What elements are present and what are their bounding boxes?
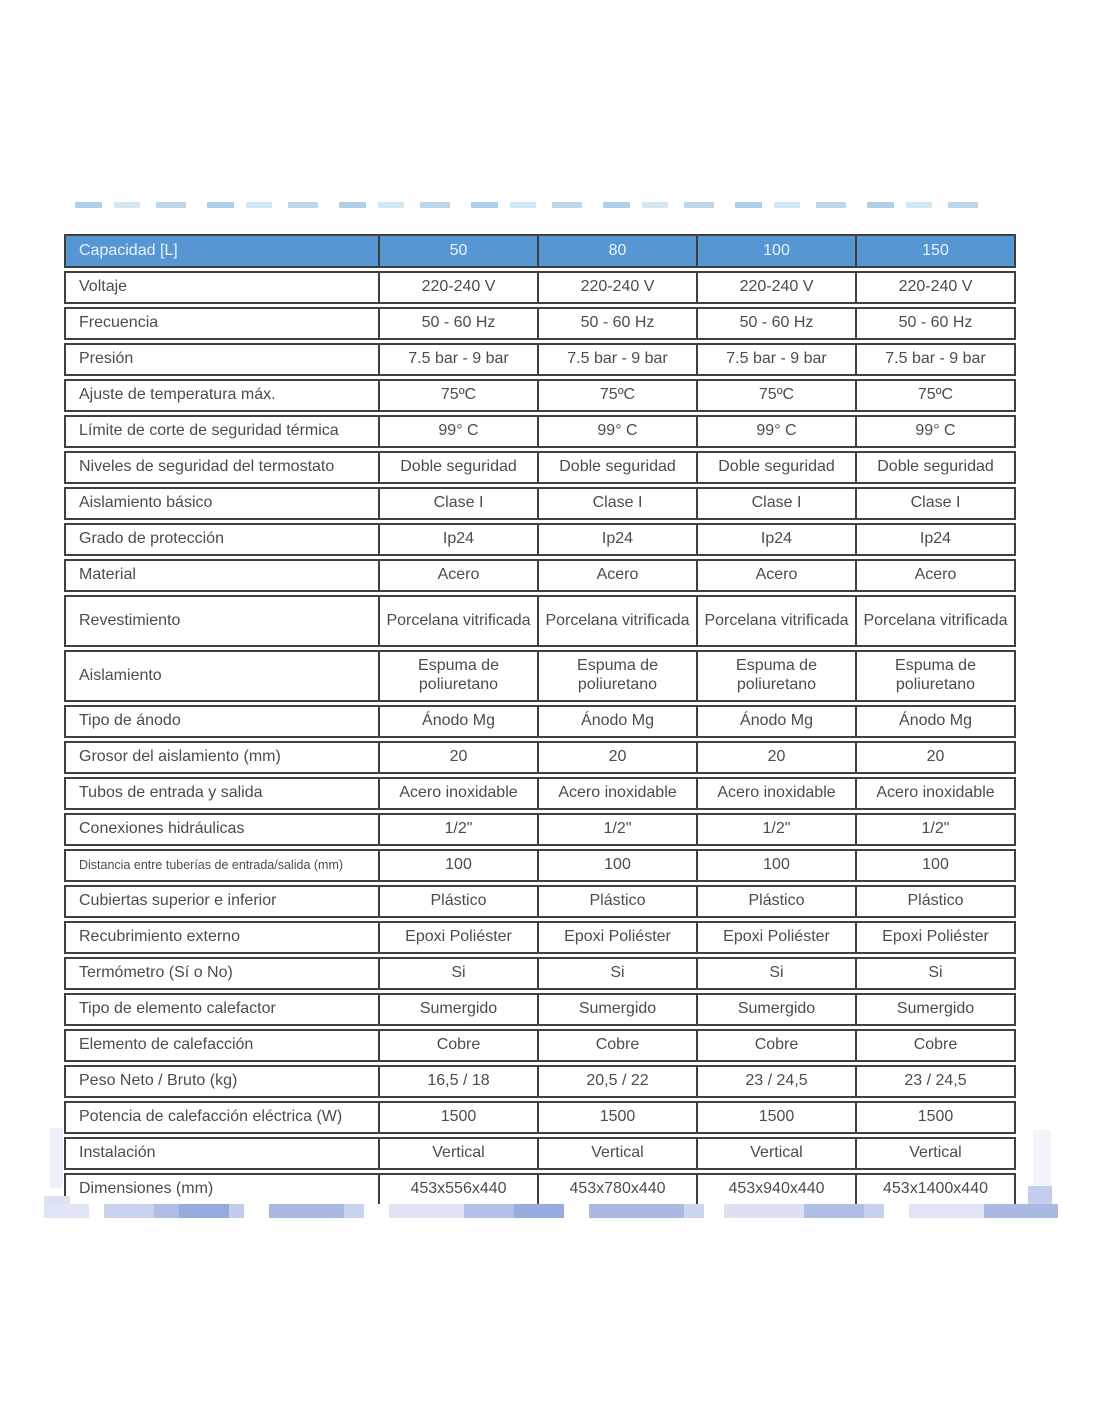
row-value: 100 — [537, 851, 696, 880]
row-value: Porcelana vitrificada — [378, 597, 537, 645]
row-value: 220-240 V — [378, 273, 537, 302]
table-row — [64, 777, 1016, 810]
header-col-80: 80 — [537, 236, 696, 266]
row-value: Ip24 — [537, 525, 696, 554]
row-value: Epoxi Poliéster — [696, 923, 855, 952]
row-value: 16,5 / 18 — [378, 1067, 537, 1096]
row-label: Frecuencia — [79, 314, 159, 332]
row-value: Ánodo Mg — [378, 707, 537, 736]
table-row — [64, 1029, 1016, 1062]
watermark-mosaic-strip — [44, 1204, 1058, 1218]
row-value: Epoxi Poliéster — [855, 923, 1014, 952]
row-value: 99° C — [696, 417, 855, 446]
row-value: Epoxi Poliéster — [378, 923, 537, 952]
table-row — [64, 595, 1016, 647]
row-value: 7.5 bar - 9 bar — [855, 345, 1014, 374]
row-value: Acero — [696, 561, 855, 590]
row-value: 75ºC — [696, 381, 855, 410]
row-value: Vertical — [378, 1139, 537, 1168]
row-value: 99° C — [537, 417, 696, 446]
row-label: Tubos de entrada y salida — [79, 784, 263, 802]
row-value: 50 - 60 Hz — [696, 309, 855, 338]
row-value: Sumergido — [537, 995, 696, 1024]
row-value: Plástico — [378, 887, 537, 916]
table-header-row — [64, 234, 1016, 268]
row-value: Sumergido — [696, 995, 855, 1024]
row-value: Ip24 — [378, 525, 537, 554]
row-label: Termómetro (Sí o No) — [79, 964, 233, 982]
row-value: 50 - 60 Hz — [537, 309, 696, 338]
row-value: 7.5 bar - 9 bar — [696, 345, 855, 374]
table-row — [64, 993, 1016, 1026]
row-label: Revestimiento — [79, 611, 181, 629]
row-label: Conexiones hidráulicas — [79, 820, 245, 838]
row-value: 1500 — [855, 1103, 1014, 1132]
row-value: Ánodo Mg — [537, 707, 696, 736]
row-value: Si — [537, 959, 696, 988]
row-value: 20 — [855, 743, 1014, 772]
row-label: Tipo de elemento calefactor — [79, 1000, 276, 1018]
table-row — [64, 1173, 1016, 1206]
row-value: 75ºC — [855, 381, 1014, 410]
row-value: 1/2" — [537, 815, 696, 844]
row-value: Doble seguridad — [378, 453, 537, 482]
row-label: Ajuste de temperatura máx. — [79, 386, 276, 404]
row-value: Ánodo Mg — [855, 707, 1014, 736]
row-value: Vertical — [696, 1139, 855, 1168]
row-value: Cobre — [537, 1031, 696, 1060]
table-row — [64, 1101, 1016, 1134]
spec-table — [64, 234, 1016, 1209]
row-label: Grosor del aislamiento (mm) — [79, 748, 281, 766]
row-value: 453x780x440 — [537, 1175, 696, 1204]
row-value: Clase I — [696, 489, 855, 518]
row-value: Espuma de poliuretano — [696, 652, 855, 700]
row-value: Acero inoxidable — [537, 779, 696, 808]
row-value: Espuma de poliuretano — [537, 652, 696, 700]
table-row — [64, 451, 1016, 484]
row-value: Porcelana vitrificada — [855, 597, 1014, 645]
row-value: Ánodo Mg — [696, 707, 855, 736]
row-value: Acero — [855, 561, 1014, 590]
row-value: Doble seguridad — [537, 453, 696, 482]
row-label: Instalación — [79, 1144, 156, 1162]
row-value: Clase I — [378, 489, 537, 518]
row-value: 99° C — [855, 417, 1014, 446]
table-row — [64, 741, 1016, 774]
row-value: 220-240 V — [696, 273, 855, 302]
row-value: Si — [378, 959, 537, 988]
table-row — [64, 379, 1016, 412]
row-value: Ip24 — [855, 525, 1014, 554]
row-value: Espuma de poliuretano — [855, 652, 1014, 700]
row-value: Plástico — [855, 887, 1014, 916]
row-value: 100 — [855, 851, 1014, 880]
table-row — [64, 1065, 1016, 1098]
row-label: Material — [79, 566, 136, 584]
row-label: Dimensiones (mm) — [79, 1180, 214, 1198]
row-label: Límite de corte de seguridad térmica — [79, 422, 339, 440]
row-value: 75ºC — [378, 381, 537, 410]
row-value: 7.5 bar - 9 bar — [537, 345, 696, 374]
table-row — [64, 813, 1016, 846]
row-label: Recubrimiento externo — [79, 928, 240, 946]
row-value: Plástico — [537, 887, 696, 916]
row-value: Ip24 — [696, 525, 855, 554]
row-value: Si — [855, 959, 1014, 988]
row-value: 23 / 24,5 — [696, 1067, 855, 1096]
row-value: 20 — [378, 743, 537, 772]
row-value: 1500 — [378, 1103, 537, 1132]
row-value: Porcelana vitrificada — [537, 597, 696, 645]
row-value: Si — [696, 959, 855, 988]
row-label: Elemento de calefacción — [79, 1036, 254, 1054]
row-value: Sumergido — [855, 995, 1014, 1024]
table-row — [64, 487, 1016, 520]
row-value: 1500 — [537, 1103, 696, 1132]
table-row — [64, 849, 1016, 882]
header-col-100: 100 — [696, 236, 855, 266]
row-value: 50 - 60 Hz — [855, 309, 1014, 338]
table-row — [64, 271, 1016, 304]
row-value: 50 - 60 Hz — [378, 309, 537, 338]
watermark-fragment — [50, 1128, 63, 1188]
table-row — [64, 650, 1016, 702]
header-col-150: 150 — [855, 236, 1014, 266]
row-value: 100 — [378, 851, 537, 880]
row-value: Epoxi Poliéster — [537, 923, 696, 952]
row-label: Peso Neto / Bruto (kg) — [79, 1072, 238, 1090]
table-row — [64, 705, 1016, 738]
row-value: 20,5 / 22 — [537, 1067, 696, 1096]
row-value: 453x1400x440 — [855, 1175, 1014, 1204]
row-value: Acero inoxidable — [696, 779, 855, 808]
row-label: Niveles de seguridad del termostato — [79, 458, 335, 476]
header-capacity-label: Capacidad [L] — [79, 241, 178, 259]
row-label: Grado de protección — [79, 530, 224, 548]
row-label: Distancia entre tuberías de entrada/salida (mm) — [79, 858, 344, 873]
row-value: Porcelana vitrificada — [696, 597, 855, 645]
table-row — [64, 523, 1016, 556]
table-row — [64, 921, 1016, 954]
row-label: Presión — [79, 350, 134, 368]
row-value: 220-240 V — [855, 273, 1014, 302]
row-value: 1/2" — [855, 815, 1014, 844]
row-value: 20 — [537, 743, 696, 772]
row-value: 453x556x440 — [378, 1175, 537, 1204]
row-value: Espuma de poliuretano — [378, 652, 537, 700]
header-col-50: 50 — [378, 236, 537, 266]
table-row — [64, 885, 1016, 918]
row-label: Potencia de calefacción eléctrica (W) — [79, 1108, 343, 1126]
row-label: Voltaje — [79, 278, 128, 296]
row-label: Aislamiento — [79, 666, 162, 684]
row-value: 220-240 V — [537, 273, 696, 302]
cropped-title-remnant — [68, 202, 986, 208]
row-value: Sumergido — [378, 995, 537, 1024]
row-value: 1500 — [696, 1103, 855, 1132]
row-value: Doble seguridad — [855, 453, 1014, 482]
table-row — [64, 559, 1016, 592]
row-value: 1/2" — [378, 815, 537, 844]
row-value: Clase I — [537, 489, 696, 518]
row-value: 20 — [696, 743, 855, 772]
row-value: Acero inoxidable — [378, 779, 537, 808]
row-value: 100 — [696, 851, 855, 880]
row-value: Cobre — [378, 1031, 537, 1060]
watermark-fragment — [1033, 1130, 1051, 1188]
row-value: Doble seguridad — [696, 453, 855, 482]
row-value: Cobre — [855, 1031, 1014, 1060]
row-value: Clase I — [855, 489, 1014, 518]
row-value: 453x940x440 — [696, 1175, 855, 1204]
row-label: Aislamiento básico — [79, 494, 213, 512]
table-row — [64, 957, 1016, 990]
table-row — [64, 343, 1016, 376]
table-row — [64, 1137, 1016, 1170]
table-body — [64, 271, 1016, 1206]
table-row — [64, 307, 1016, 340]
row-value: 75ºC — [537, 381, 696, 410]
row-value: Plástico — [696, 887, 855, 916]
row-value: Acero inoxidable — [855, 779, 1014, 808]
row-value: 1/2" — [696, 815, 855, 844]
row-value: Acero — [537, 561, 696, 590]
row-value: 7.5 bar - 9 bar — [378, 345, 537, 374]
row-value: Vertical — [537, 1139, 696, 1168]
row-value: 23 / 24,5 — [855, 1067, 1014, 1096]
row-value: Vertical — [855, 1139, 1014, 1168]
row-value: Cobre — [696, 1031, 855, 1060]
row-label: Tipo de ánodo — [79, 712, 181, 730]
table-row — [64, 415, 1016, 448]
row-label: Cubiertas superior e inferior — [79, 892, 277, 910]
row-value: 99° C — [378, 417, 537, 446]
row-value: Acero — [378, 561, 537, 590]
